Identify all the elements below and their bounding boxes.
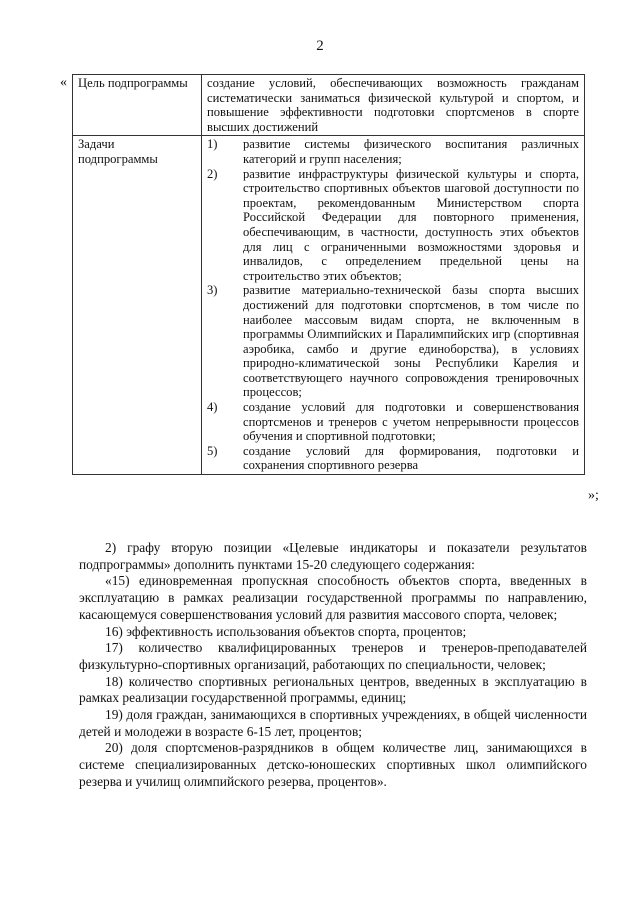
- indicator-item: 16) эффективность использования объектов спорта, процентов;: [105, 623, 467, 639]
- task-text: создание условий для подготовки и совершенствования спортсменов и тренеров с учетом непрерывности процессов обучения и спортивной подготовки;: [243, 400, 579, 444]
- task-item: [207, 137, 579, 166]
- tasks-content: [202, 136, 585, 475]
- task-item: [207, 444, 579, 473]
- task-number: 3): [207, 283, 218, 298]
- task-item: [207, 167, 579, 284]
- task-number: 2): [207, 166, 218, 181]
- indicator-item: «15) единовременная пропускная способность объектов спорта, введенных в эксплуатацию в рамках реализации государственной программы по направлению, касающемуся совершенствования условий для развития массового спорта, человек;: [79, 573, 587, 622]
- indicator-item: 20) доля спортсменов-разрядников в общем количестве лиц, занимающихся в системе специализированных детско-юношеских спортивных школ олимпийского резерва и училищ олимпийского резерва, процентов».: [79, 740, 587, 789]
- task-text: развитие системы физического воспитания различных категорий и групп населения;: [243, 137, 579, 166]
- task-text: развитие материально-технической базы спорта высших достижений для подготовки спортсменов, в том числе по наиболее массовым видам спорта, не включенным в программы Олимпийских и Паралимпийских игр (спортивная аэробика, самбо и другие единоборства), в условиях природно-климатической зоны Республики Карелия и соответствующего научного сопровождения тренировочных процессов;: [243, 283, 579, 400]
- goal-label: Цель подпрограммы: [73, 75, 202, 136]
- task-item: [207, 400, 579, 444]
- task-item: [207, 283, 579, 400]
- table-row-tasks: [73, 136, 585, 475]
- subprogram-passport-table: [72, 74, 585, 475]
- indicator-item: 18) количество спортивных региональных центров, введенных в эксплуатацию в рамках реализации государственной программы, единиц;: [79, 673, 587, 706]
- indicator-item: 17) количество квалифицированных тренеров и тренеров-преподавателей физкультурно-спортивных организаций, работающих по специальности, человек;: [79, 640, 587, 672]
- intro-paragraph: 2) графу вторую позиции «Целевые индикаторы и показатели результатов подпрограммы» дополнить пунктами 15-20 следующего содержания:: [79, 540, 587, 572]
- task-text: создание условий для формирования, подготовки и сохранения спортивного резерва: [243, 443, 579, 473]
- page-number: 2: [316, 38, 324, 54]
- amendment-text: [79, 540, 587, 791]
- task-text: развитие инфраструктуры физической культуры и спорта, строительство спортивных объектов шаговой доступности по проектам, рекомендованным Министерством спорта Российской Федерации для повторного применения, обеспечивающим, в частности, доступность этих объектов для лиц с ограниченными возможностями здоровья и инвалидов, с определением предельной цены на строительство этих объектов;: [243, 166, 579, 283]
- indicator-item: 19) доля граждан, занимающихся в спортивных учреждениях, в общей численности детей и молодежи в возрасте 6-15 лет, процентов;: [79, 707, 587, 739]
- opening-quote: «: [60, 75, 67, 90]
- goal-text: создание условий, обеспечивающих возможность гражданам систематически заниматься физической культурой и спортом, и повышение эффективности подготовки спортсменов в спорте высших достижений: [202, 75, 585, 136]
- tasks-label: Задачи подпрограммы: [73, 136, 202, 475]
- table-row-goal: [73, 75, 585, 136]
- task-number: 1): [207, 137, 218, 152]
- task-number: 5): [207, 443, 218, 458]
- task-number: 4): [207, 400, 218, 415]
- closing-quote: »;: [588, 488, 599, 503]
